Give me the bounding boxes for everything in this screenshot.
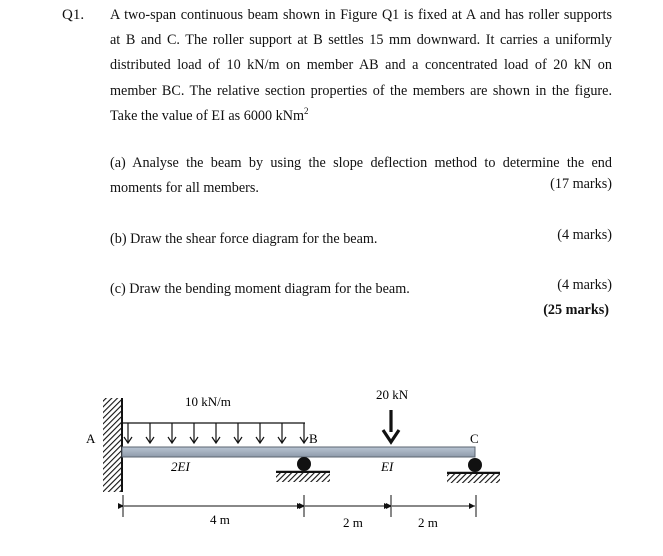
udl-label: 10 kN/m (185, 394, 231, 409)
ab-property: 2EI (171, 459, 190, 474)
bc-property: EI (381, 459, 394, 474)
question-number: Q1. (62, 7, 85, 23)
point-load-label: 20 kN (376, 387, 409, 402)
intro-line: distributed load of 10 kN/m on member AB and a concentrated load of 20 kN on (110, 57, 612, 74)
part-b-marks: (4 marks) (557, 227, 612, 243)
roller-c (468, 458, 482, 472)
label-c: C (470, 431, 479, 446)
part-a-marks: (17 marks) (550, 176, 612, 192)
part-b-text: (b) Draw the shear force diagram for the beam. (110, 231, 378, 247)
dim-ab: 4 m (210, 512, 230, 527)
fixed-support-a (103, 398, 122, 492)
part-a-line1: (a) Analyse the beam by using the slope deflection method to determine the end (110, 155, 612, 171)
label-b: B (309, 431, 318, 446)
udl-arrows (124, 423, 308, 443)
ei-exponent: 2 (304, 105, 309, 116)
total-marks: (25 marks) (543, 302, 609, 318)
ground-hatch-c (447, 474, 500, 483)
ei-text: Take the value of EI as 6000 kNm (110, 107, 305, 124)
roller-b (297, 457, 311, 471)
part-a-line2: moments for all members. (110, 180, 259, 197)
ground-hatch-b (276, 473, 330, 482)
beam (122, 447, 475, 457)
label-a: A (86, 431, 96, 446)
dimension-lines (123, 495, 476, 517)
dim-load-c: 2 m (418, 515, 438, 530)
intro-line: member BC. The relative section properties of the members are shown in the figure. (110, 82, 612, 99)
intro-line: A two-span continuous beam shown in Figure Q1 is fixed at A and has roller supports (110, 7, 612, 23)
part-c-text: (c) Draw the bending moment diagram for the beam. (110, 281, 410, 297)
intro-line: at B and C. The roller support at B settles 15 mm downward. It carries a uniformly (110, 32, 612, 49)
part-c-marks: (4 marks) (557, 277, 612, 293)
dim-b-load: 2 m (343, 515, 363, 530)
